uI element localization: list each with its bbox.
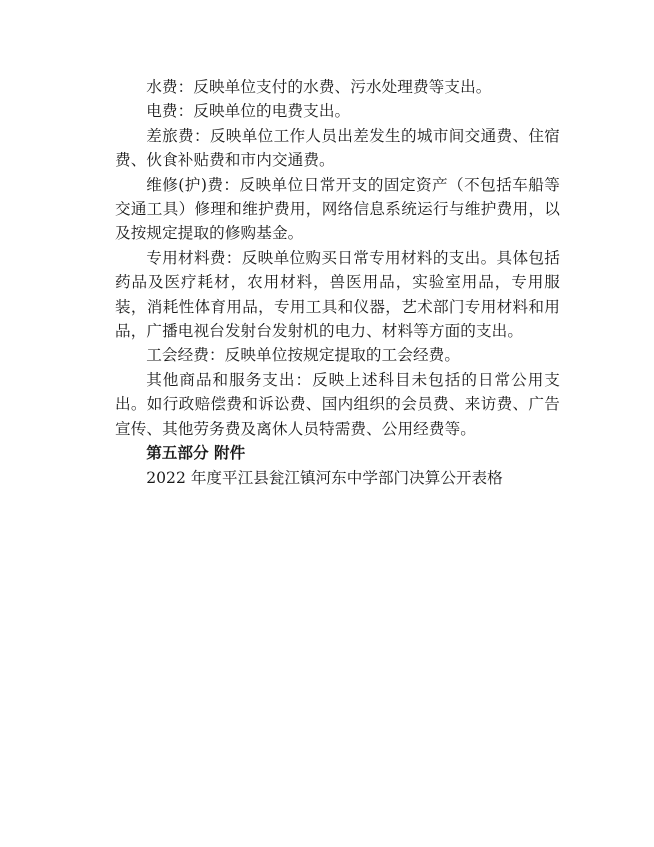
paragraph-special-materials-fee: 专用材料费：反映单位购买日常专用材料的支出。具体包括药品及医疗耗材，农用材料，兽医用品，实验室用品，专用服装，消耗性体育用品，专用工具和仪器，艺术部门专用材料和用品，广播电视台发射台发射机的电力、材料等方面的支出。 — [115, 248, 560, 341]
paragraph-other-expenses: 其他商品和服务支出：反映上述科目未包括的日常公用支出。如行政赔偿费和诉讼费、国内组织的会员费、来访费、广告宣传、其他劳务费及离休人员特需费、公用经费等。 — [115, 370, 560, 438]
paragraph-union-fee: 工会经费：反映单位按规定提取的工会经费。 — [146, 346, 461, 365]
paragraph-maintenance-fee: 维修(护)费：反映单位日常开支的固定资产（不包括车船等交通工具）修理和维护费用，网络信息系统运行与维护费用，以及按规定提取的修购基金。 — [115, 175, 560, 243]
document-body — [115, 75, 560, 490]
paragraph-water-fee: 水费：反映单位支付的水费、污水处理费等支出。 — [146, 78, 492, 96]
section-heading: 第五部分 附件 — [146, 444, 246, 463]
paragraph-electricity-fee: 电费：反映单位的电费支出。 — [146, 102, 351, 121]
attachment-title: 2022 年度平江县瓮江镇河东中学部门决算公开表格 — [146, 468, 503, 487]
paragraph-travel-fee: 差旅费：反映单位工作人员出差发生的城市间交通费、住宿费、伙食补贴费和市内交通费。 — [115, 126, 560, 170]
